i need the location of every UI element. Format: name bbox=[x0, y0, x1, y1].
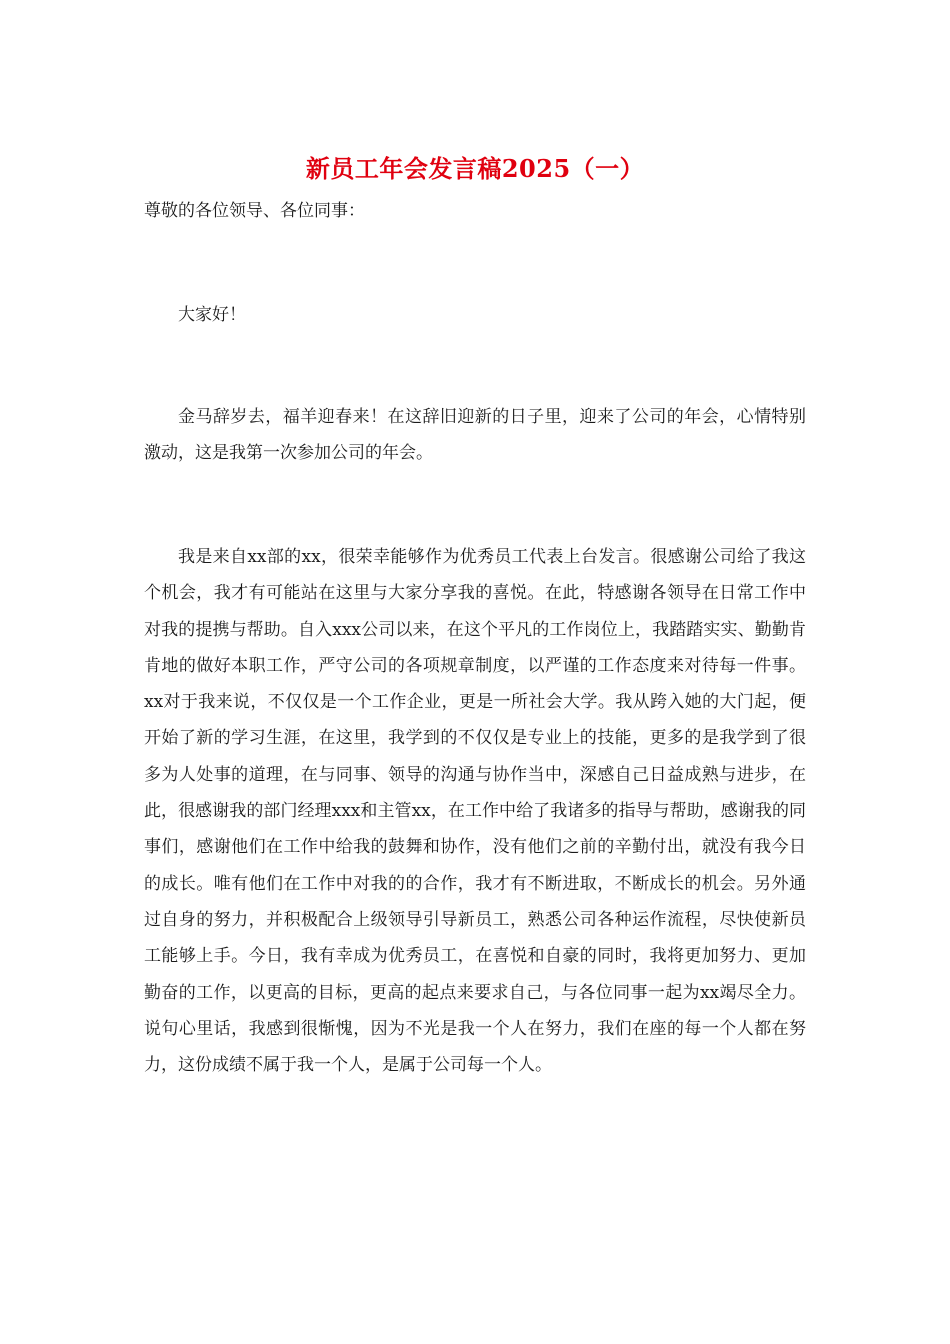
paragraph-main: 我是来自xx部的xx，很荣幸能够作为优秀员工代表上台发言。很感谢公司给了我这个机会，我才有可能站在这里与大家分享我的喜悦。在此，特感谢各领导在日常工作中对我的提携与帮助。自入xxx公司以来，在这个平凡的工作岗位上，我踏踏实实、勤勤肯肯地的做好本职工作，严守公司的各项规章制度，以严谨的工作态度来对待每一件事。xx对于我来说，不仅仅是一个工作企业，更是一所社会大学。我从跨入她的大门起，便开始了新的学习生涯，在这里，我学到的不仅仅是专业上的技能，更多的是我学到了很多为人处事的道理，在与同事、领导的沟通与协作当中，深感自己日益成熟与进步，在此，很感谢我的部门经理xxx和主管xx，在工作中给了我诸多的指导与帮助，感谢我的同事们，感谢他们在工作中给我的鼓舞和协作，没有他们之前的辛勤付出，就没有我今日的成长。唯有他们在工作中对我的的合作，我才有不断进取，不断成长的机会。另外通过自身的努力，并积极配合上级领导引导新员工，熟悉公司各种运作流程，尽快使新员工能够上手。今日，我有幸成为优秀员工，在喜悦和自豪的同时，我将更加努力、更加勤奋的工作，以更高的目标，更高的起点来要求自己，与各位同事一起为xx竭尽全力。说句心里话，我感到很惭愧，因为不光是我一个人在努力，我们在座的每一个人都在努力，这份成绩不属于我一个人，是属于公司每一个人。 bbox=[144, 547, 806, 1076]
salutation: 尊敬的各位领导、各位同事： bbox=[144, 201, 365, 221]
paragraph-intro: 金马辞岁去，福羊迎春来！在这辞旧迎新的日子里，迎来了公司的年会，心情特别激动，这是我第一次参加公司的年会。 bbox=[144, 407, 806, 464]
paragraph-greeting: 大家好！ bbox=[178, 305, 246, 325]
document-title: 新员工年会发言稿2025（一） bbox=[305, 154, 645, 183]
